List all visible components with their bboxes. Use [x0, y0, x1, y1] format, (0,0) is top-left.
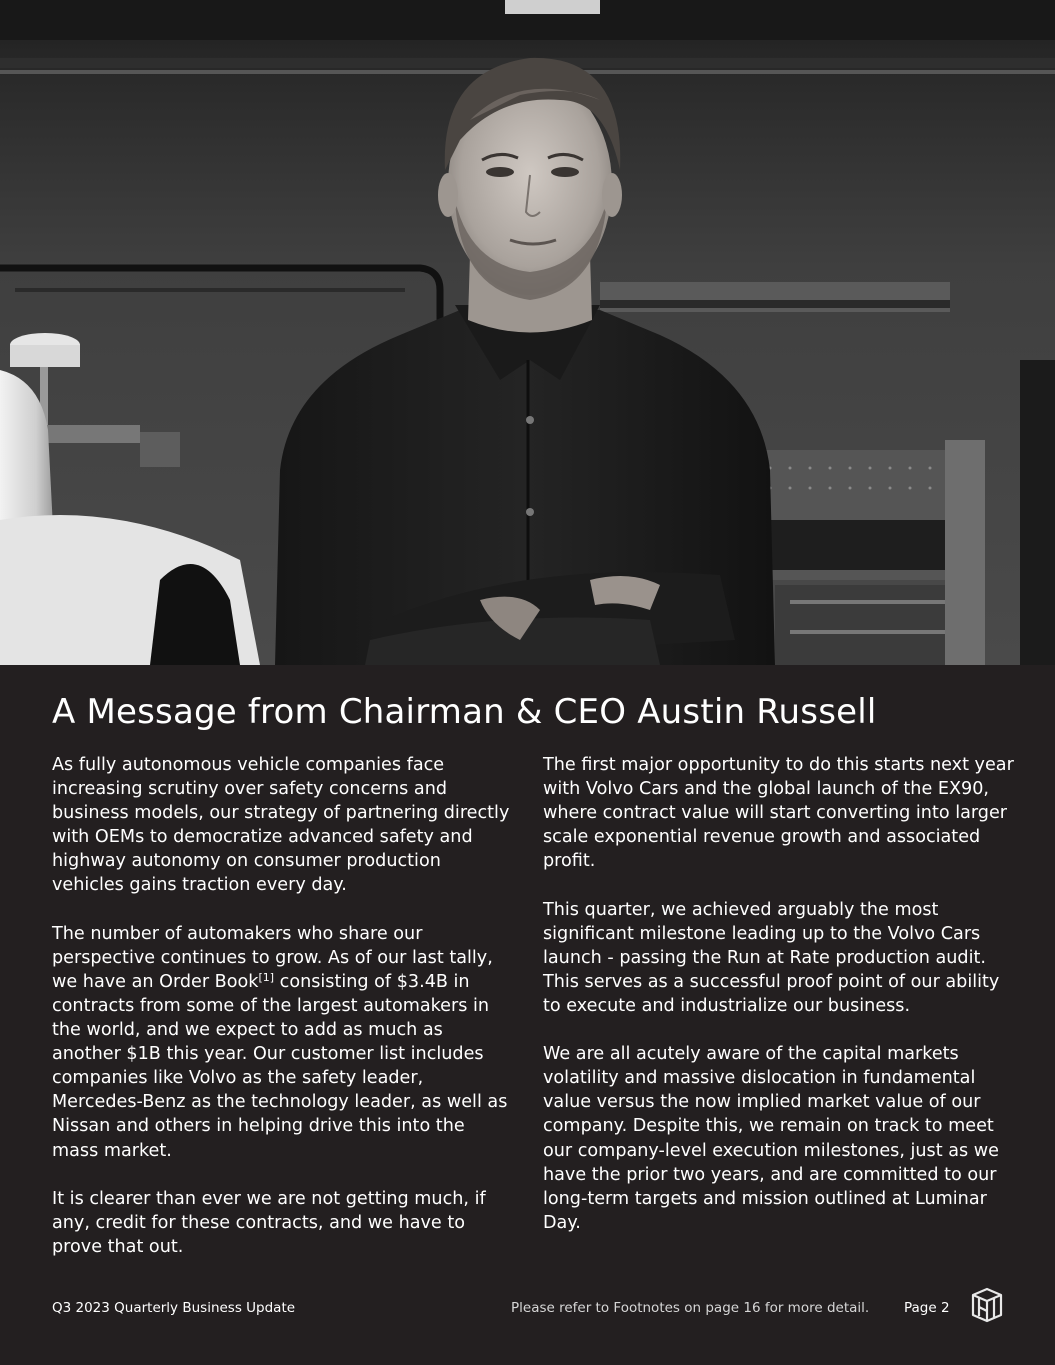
ceo-portrait-photo	[0, 0, 1055, 665]
paragraph-text: consisting of $3.4B in contracts from some of the largest automakers in the world, and we expect to add as much as another $1B this year. Our customer list includes companies like Volvo as the safety leader, Mercedes-Benz as the technology leader, as well as Nissan and others in helping drive this into the mass market.	[52, 971, 508, 1161]
left-text-column	[52, 753, 512, 1283]
footer-footnote-note: Please refer to Footnotes on page 16 for more detail.	[511, 1300, 870, 1316]
footer-report-title: Q3 2023 Quarterly Business Update	[52, 1300, 296, 1316]
paragraph-text: The number of automakers who share our perspective continues to grow. As of our last tally, we have an Order Book	[52, 923, 493, 992]
footnote-marker: [1]	[258, 970, 275, 984]
paragraph: It is clearer than ever we are not getting much, if any, credit for these contracts, and we have to prove that out.	[52, 1188, 486, 1257]
paragraph: We are all acutely aware of the capital markets volatility and massive dislocation in fundamental value versus the now implied market value of our company. Despite this, we remain on track to meet our company-level execution milestones, just as we have the prior two years, and are committed to our long-term targets and mission outlined at Luminar Day.	[543, 1044, 999, 1233]
paragraph	[52, 922, 512, 1163]
paragraph: This quarter, we achieved arguably the most significant milestone leading up to the Volvo Cars launch - passing the Run at Rate production audit. This serves as a successful proof point of our ability to execute and industrialize our business.	[543, 899, 1000, 1016]
page-title: A Message from Chairman & CEO Austin Russell	[52, 692, 877, 732]
right-text-column	[543, 753, 1015, 1259]
luminar-logo-icon	[967, 1285, 1005, 1325]
paragraph: As fully autonomous vehicle companies face increasing scrutiny over safety concerns and business models, our strategy of partnering directly with OEMs to democratize advanced safety and highway autonomy on consumer production vehicles gains traction every day.	[52, 755, 510, 896]
paragraph: The first major opportunity to do this starts next year with Volvo Cars and the global launch of the EX90, where contract value will start converting into larger scale exponential revenue growth and associated profit.	[543, 755, 1014, 872]
page-number: Page 2	[904, 1300, 950, 1316]
